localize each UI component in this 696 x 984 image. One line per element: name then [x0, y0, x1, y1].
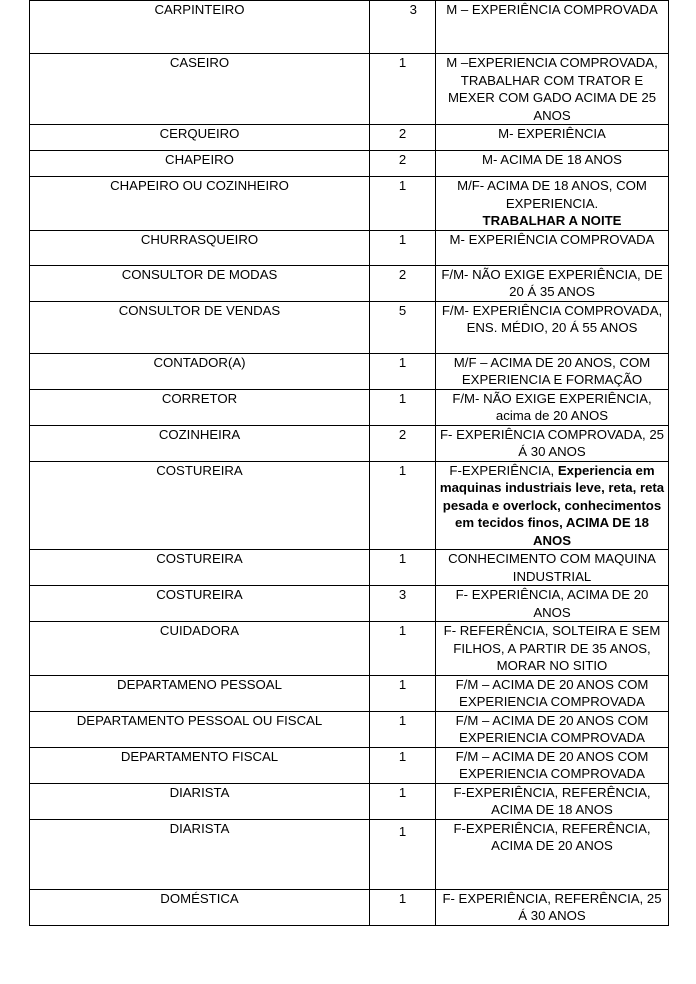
role-cell: DOMÉSTICA [30, 889, 370, 925]
requirements-cell: F-EXPERIÊNCIA, REFERÊNCIA, ACIMA DE 20 ANOS [436, 819, 669, 889]
requirements-cell: F/M – ACIMA DE 20 ANOS COM EXPERIENCIA COMPROVADA [436, 747, 669, 783]
requirements-cell: M –EXPERIENCIA COMPROVADA, TRABALHAR COM TRATOR E MEXER COM GADO ACIMA DE 25 ANOS [436, 54, 669, 125]
quantity-cell: 2 [370, 265, 436, 301]
requirements-cell: F- EXPERIÊNCIA, ACIMA DE 20 ANOS [436, 586, 669, 622]
table-row [30, 461, 669, 550]
quantity-cell: 1 [370, 461, 436, 550]
quantity-cell: 3 [370, 1, 436, 54]
requirements-cell: F/M – ACIMA DE 20 ANOS COM EXPERIENCIA COMPROVADA [436, 711, 669, 747]
quantity-cell: 2 [370, 425, 436, 461]
requirements-cell: F/M- NÃO EXIGE EXPERIÊNCIA, acima de 20 ANOS [436, 389, 669, 425]
role-cell: DEPARTAMENTO FISCAL [30, 747, 370, 783]
role-cell: COSTUREIRA [30, 461, 370, 550]
requirements-cell: M- EXPERIÊNCIA COMPROVADA [436, 230, 669, 265]
table-row [30, 230, 669, 265]
role-cell: CHURRASQUEIRO [30, 230, 370, 265]
quantity-value: 1 [398, 823, 407, 839]
role-cell: CHAPEIRO [30, 151, 370, 177]
role-cell: DIARISTA [30, 819, 370, 889]
quantity-cell: 1 [370, 54, 436, 125]
quantity-cell: 2 [370, 125, 436, 151]
quantity-cell: 1 [370, 550, 436, 586]
requirements-cell: F- REFERÊNCIA, SOLTEIRA E SEM FILHOS, A PARTIR DE 35 ANOS, MORAR NO SITIO [436, 622, 669, 676]
requirements-cell: F-EXPERIÊNCIA, REFERÊNCIA, ACIMA DE 18 ANOS [436, 783, 669, 819]
requirements-text: M/F- ACIMA DE 18 ANOS, COM EXPERIENCIA. [457, 178, 647, 211]
role-cell: COSTUREIRA [30, 586, 370, 622]
requirements-cell: M- ACIMA DE 18 ANOS [436, 151, 669, 177]
requirements-emphasis: Experiencia em maquinas industriais leve, reta, reta pesada e overlock, conhecimentos em tecidos finos, ACIMA DE 18 ANOS [439, 462, 665, 548]
table-row [30, 389, 669, 425]
requirements-cell: F/M- EXPERIÊNCIA COMPROVADA, ENS. MÉDIO, 20 Á 55 ANOS [436, 301, 669, 353]
role-cell: COZINHEIRA [30, 425, 370, 461]
role-cell: CONSULTOR DE VENDAS [30, 301, 370, 353]
table-row [30, 783, 669, 819]
requirements-cell: M- EXPERIÊNCIA [436, 125, 669, 151]
table-row [30, 265, 669, 301]
quantity-cell: 1 [370, 177, 436, 231]
role-cell: DEPARTAMENTO PESSOAL OU FISCAL [30, 711, 370, 747]
quantity-cell: 1 [370, 675, 436, 711]
role-cell: CONTADOR(A) [30, 353, 370, 389]
requirements-cell: F- EXPERIÊNCIA, REFERÊNCIA, 25 Á 30 ANOS [436, 889, 669, 925]
table-row [30, 177, 669, 231]
role-cell: CARPINTEIRO [30, 1, 370, 54]
quantity-cell: 5 [370, 301, 436, 353]
table-row [30, 889, 669, 925]
table-row [30, 675, 669, 711]
requirements-text: F-EXPERIÊNCIA, [449, 462, 558, 478]
requirements-cell: F/M – ACIMA DE 20 ANOS COM EXPERIENCIA COMPROVADA [436, 675, 669, 711]
table-row [30, 54, 669, 125]
quantity-cell: 1 [370, 622, 436, 676]
job-openings-table [29, 0, 669, 926]
role-cell: DIARISTA [30, 783, 370, 819]
quantity-cell: 1 [370, 230, 436, 265]
table-row [30, 353, 669, 389]
requirements-cell: F- EXPERIÊNCIA COMPROVADA, 25 Á 30 ANOS [436, 425, 669, 461]
table-row [30, 1, 669, 54]
quantity-cell: 1 [370, 783, 436, 819]
quantity-cell: 1 [370, 389, 436, 425]
quantity-cell: 1 [370, 353, 436, 389]
requirements-cell: M – EXPERIÊNCIA COMPROVADA [436, 1, 669, 54]
quantity-cell: 3 [370, 586, 436, 622]
table-row [30, 586, 669, 622]
requirements-cell [436, 461, 669, 550]
role-cell: DEPARTAMENO PESSOAL [30, 675, 370, 711]
role-cell: CASEIRO [30, 54, 370, 125]
quantity-cell: 1 [370, 747, 436, 783]
role-cell: CORRETOR [30, 389, 370, 425]
role-cell: CERQUEIRO [30, 125, 370, 151]
role-cell: CHAPEIRO OU COZINHEIRO [30, 177, 370, 231]
table-row [30, 622, 669, 676]
role-cell: CUIDADORA [30, 622, 370, 676]
quantity-cell [370, 819, 436, 889]
requirements-cell: CONHECIMENTO COM MAQUINA INDUSTRIAL [436, 550, 669, 586]
table-row [30, 711, 669, 747]
table-row [30, 425, 669, 461]
role-cell: COSTUREIRA [30, 550, 370, 586]
quantity-cell: 1 [370, 711, 436, 747]
table-row [30, 151, 669, 177]
requirements-emphasis: TRABALHAR A NOITE [482, 213, 622, 228]
quantity-cell: 1 [370, 889, 436, 925]
table-row [30, 301, 669, 353]
table-row [30, 550, 669, 586]
table-row [30, 125, 669, 151]
requirements-cell: M/F – ACIMA DE 20 ANOS, COM EXPERIENCIA E FORMAÇÃO [436, 353, 669, 389]
table-row [30, 819, 669, 889]
table-row [30, 747, 669, 783]
quantity-cell: 2 [370, 151, 436, 177]
role-cell: CONSULTOR DE MODAS [30, 265, 370, 301]
requirements-cell [436, 177, 669, 231]
requirements-cell: F/M- NÃO EXIGE EXPERIÊNCIA, DE 20 Á 35 ANOS [436, 265, 669, 301]
